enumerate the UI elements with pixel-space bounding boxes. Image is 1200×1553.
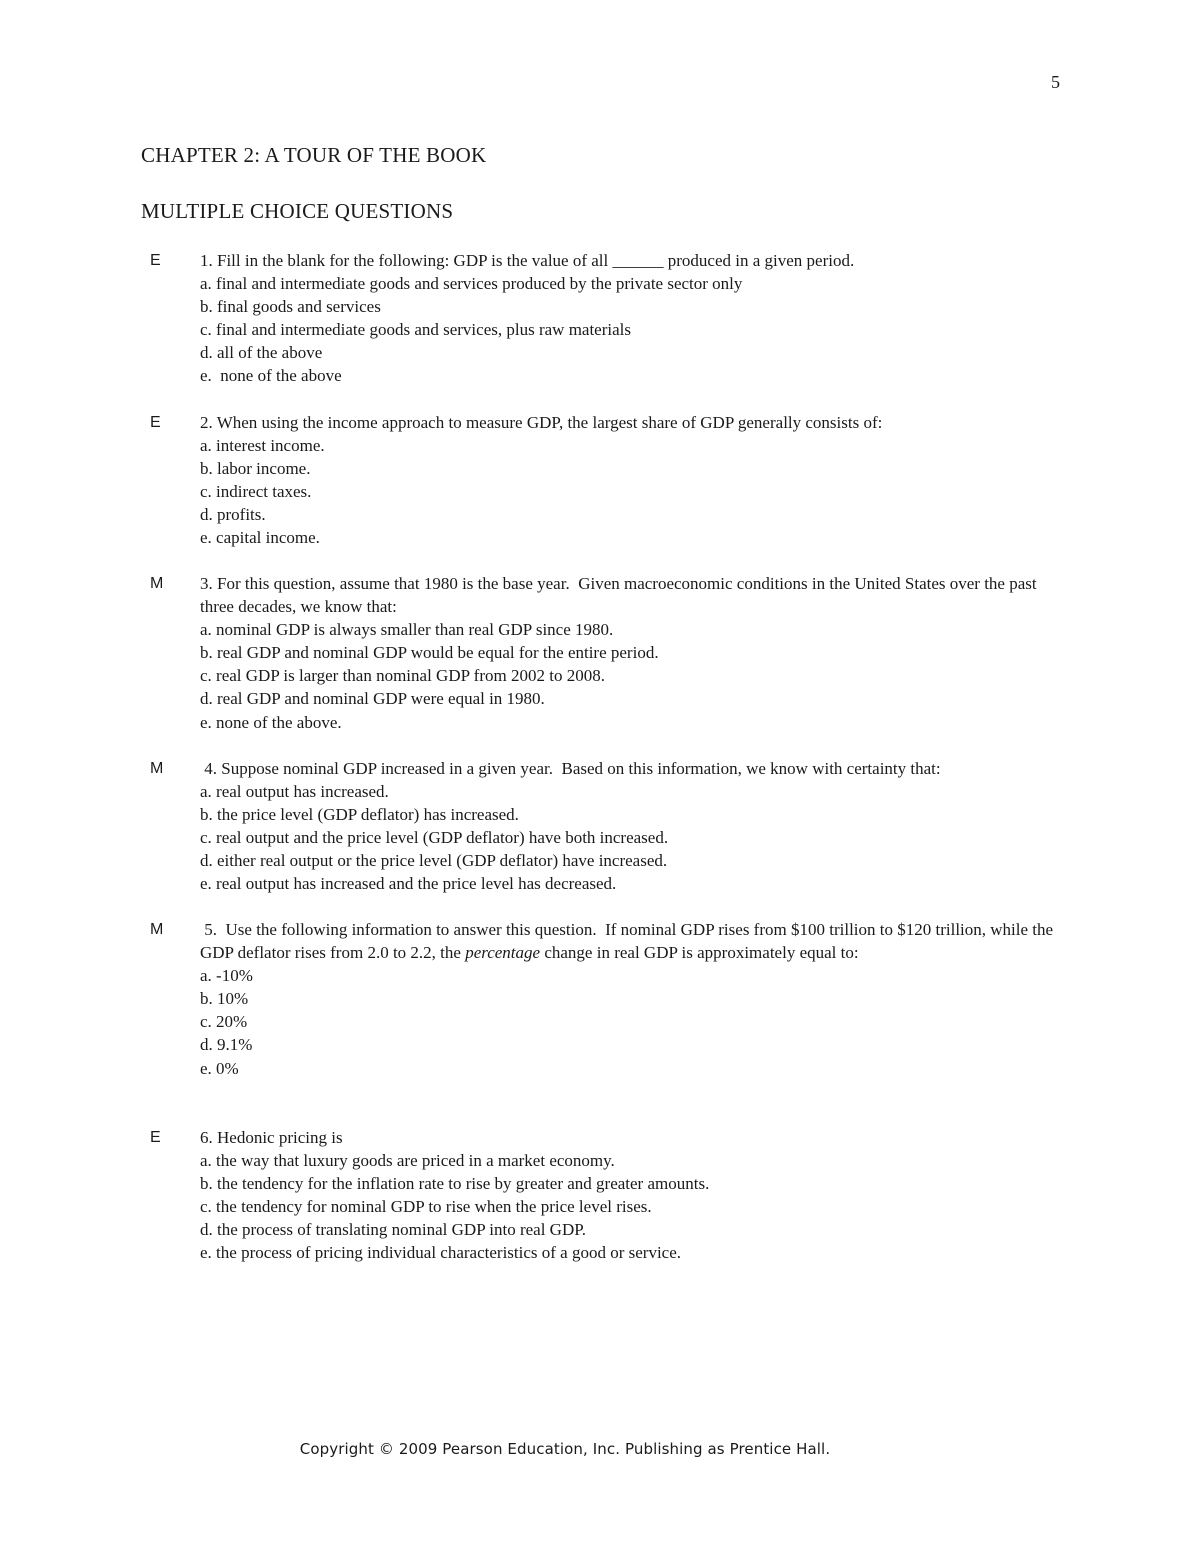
page-number: 5 bbox=[1051, 72, 1060, 92]
difficulty-label: E bbox=[150, 414, 161, 431]
answer-option: b. the price level (GDP deflator) has increased. bbox=[200, 805, 519, 825]
answer-option: c. indirect taxes. bbox=[200, 482, 312, 502]
question-body bbox=[200, 918, 1070, 1080]
question-stem-text: change in real GDP is approximately equal to: bbox=[540, 943, 859, 963]
answer-option: b. real GDP and nominal GDP would be equal for the entire period. bbox=[200, 643, 659, 663]
answer-option: e. real output has increased and the price level has decreased. bbox=[200, 874, 617, 894]
answer-option: d. the process of translating nominal GDP into real GDP. bbox=[200, 1220, 587, 1240]
answer-option: a. interest income. bbox=[200, 436, 325, 456]
question-stem bbox=[200, 918, 1070, 964]
difficulty-label: M bbox=[150, 760, 164, 777]
answer-option: a. real output has increased. bbox=[200, 782, 389, 802]
question-stem-text: 5. Use the following information to answer this question. If nominal GDP rises from $100 trillion to $120 trillion, while the GDP deflator rises from 2.0 to 2.2, the bbox=[200, 920, 1058, 963]
answer-option: a. the way that luxury goods are priced in a market economy. bbox=[200, 1151, 615, 1171]
answer-option: a. final and intermediate goods and services produced by the private sector only bbox=[200, 274, 743, 294]
answer-option: a. nominal GDP is always smaller than real GDP since 1980. bbox=[200, 620, 614, 640]
question-body bbox=[200, 1126, 1070, 1265]
question-body bbox=[200, 411, 1070, 550]
answer-option: a. -10% bbox=[200, 966, 253, 986]
answer-option: e. the process of pricing individual characteristics of a good or service. bbox=[200, 1243, 682, 1263]
answer-option: d. all of the above bbox=[200, 343, 323, 363]
difficulty-label: M bbox=[150, 921, 164, 938]
question-stem: 6. Hedonic pricing is bbox=[200, 1128, 343, 1147]
question-body bbox=[200, 757, 1070, 896]
question-stem: 1. Fill in the blank for the following: GDP is the value of all ______ produced in a given period. bbox=[200, 251, 855, 270]
answer-option: b. labor income. bbox=[200, 459, 311, 479]
answer-option: c. final and intermediate goods and services, plus raw materials bbox=[200, 320, 631, 340]
answer-option: b. 10% bbox=[200, 989, 249, 1009]
answer-option: c. real GDP is larger than nominal GDP from 2002 to 2008. bbox=[200, 666, 605, 686]
answer-option: e. none of the above. bbox=[200, 712, 342, 732]
question-body bbox=[200, 249, 1070, 388]
difficulty-label: E bbox=[150, 252, 161, 269]
answer-option: c. real output and the price level (GDP deflator) have both increased. bbox=[200, 828, 669, 848]
difficulty-label: E bbox=[150, 1129, 161, 1146]
answer-option: e. none of the above bbox=[200, 366, 342, 386]
question-stem: 3. For this question, assume that 1980 is the base year. Given macroeconomic conditions in the United States over the past three decades, we know that: bbox=[200, 574, 1041, 617]
answer-option: b. the tendency for the inflation rate to rise by greater and greater amounts. bbox=[200, 1174, 710, 1194]
answer-option: d. 9.1% bbox=[200, 1035, 253, 1055]
answer-option: d. profits. bbox=[200, 505, 266, 525]
question-stem: 4. Suppose nominal GDP increased in a given year. Based on this information, we know with certainty that: bbox=[200, 759, 941, 778]
answer-option: d. real GDP and nominal GDP were equal in 1980. bbox=[200, 689, 545, 709]
answer-option: b. final goods and services bbox=[200, 297, 381, 317]
chapter-title: CHAPTER 2: A TOUR OF THE BOOK bbox=[141, 143, 487, 167]
question-stem-emphasis: percentage bbox=[465, 943, 541, 963]
difficulty-label: M bbox=[150, 575, 164, 592]
answer-option: c. the tendency for nominal GDP to rise when the price level rises. bbox=[200, 1197, 652, 1217]
answer-option: e. capital income. bbox=[200, 528, 320, 548]
answer-option: c. 20% bbox=[200, 1012, 248, 1032]
answer-option: e. 0% bbox=[200, 1058, 239, 1078]
question-body bbox=[200, 572, 1070, 734]
copyright-footer: Copyright © 2009 Pearson Education, Inc. Publishing as Prentice Hall. bbox=[299, 1440, 831, 1458]
answer-option: d. either real output or the price level (GDP deflator) have increased. bbox=[200, 851, 668, 871]
section-title: MULTIPLE CHOICE QUESTIONS bbox=[141, 199, 454, 223]
question-stem: 2. When using the income approach to measure GDP, the largest share of GDP generally consists of: bbox=[200, 413, 883, 432]
